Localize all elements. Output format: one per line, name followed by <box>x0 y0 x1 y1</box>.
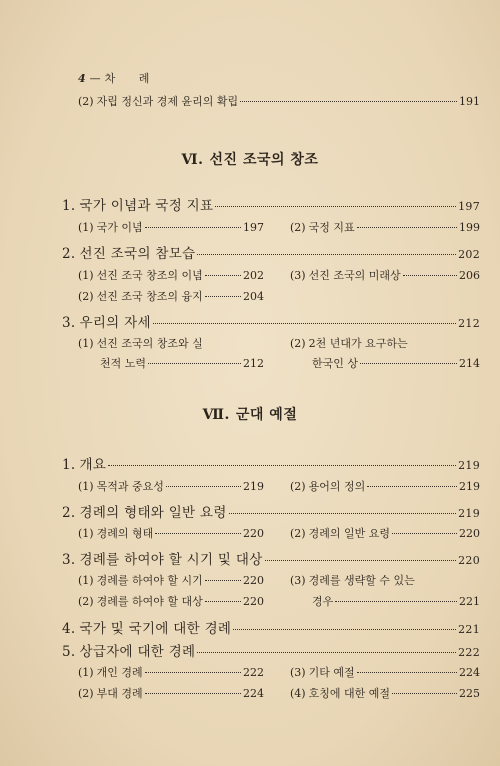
entry-title: 경례를 생략할 수 있는 <box>308 574 415 587</box>
entry-number: (1) <box>78 269 94 282</box>
toc-entry <box>290 525 480 541</box>
chapter-number: 4. <box>62 621 76 637</box>
toc-entry <box>78 478 264 494</box>
entry-page: 220 <box>243 595 264 608</box>
toc-entry <box>290 572 480 588</box>
entry-page: 222 <box>243 666 264 679</box>
chapter-page: 222 <box>458 646 480 659</box>
chapter-number: 2. <box>62 246 76 262</box>
leader-dots <box>153 323 456 324</box>
chapter-title: 경례를 하여야 할 시기 및 대상 <box>79 552 263 568</box>
leader-dots <box>265 560 457 561</box>
entry-title: 선진 조국 창조의 융지 <box>96 290 203 303</box>
leader-dots <box>392 533 457 534</box>
entry-page: 214 <box>459 357 480 370</box>
toc-entry <box>78 572 264 588</box>
toc-chapter <box>62 640 480 660</box>
entry-page: 220 <box>243 574 264 587</box>
entry-title: 부대 경례 <box>96 687 143 700</box>
page-number: 4 <box>78 72 86 85</box>
entry-page: 219 <box>459 480 480 493</box>
toc-entry <box>78 93 480 109</box>
toc-entry <box>78 335 264 351</box>
toc-entry <box>290 664 480 680</box>
chapter-title: 경례의 형태와 일반 요령 <box>79 505 227 521</box>
entry-number: (2) <box>78 687 94 700</box>
leader-dots <box>367 486 457 487</box>
entry-page: 224 <box>459 666 480 679</box>
header-label: 차 례 <box>104 72 160 85</box>
chapter-number: 2. <box>62 505 76 521</box>
chapter-number: 3. <box>62 552 76 568</box>
toc-chapter <box>62 311 480 331</box>
section-title <box>0 149 500 169</box>
entry-title: 호칭에 대한 예절 <box>308 687 390 700</box>
toc-chapter <box>62 548 480 568</box>
entry-title: 경례의 형태 <box>96 527 154 540</box>
entry-number: (2) <box>78 95 94 108</box>
entry-number: (2) <box>290 527 306 540</box>
leader-dots <box>392 693 457 694</box>
toc-entry <box>78 525 264 541</box>
entry-page: 221 <box>459 595 480 608</box>
entry-page: 191 <box>459 95 480 108</box>
entry-title: 목적과 중요성 <box>96 480 164 493</box>
section-numeral: Ⅶ. <box>202 407 230 423</box>
toc-entry <box>290 478 480 494</box>
leader-dots <box>357 672 457 673</box>
entry-number: (1) <box>78 666 94 679</box>
toc-entry <box>78 664 264 680</box>
entry-number: (3) <box>290 269 306 282</box>
toc-entry <box>78 288 264 304</box>
entry-title: 경우 <box>312 595 334 608</box>
entry-page: 220 <box>243 527 264 540</box>
toc-chapter <box>62 617 480 637</box>
entry-number: (2) <box>290 480 306 493</box>
section-name: 선진 조국의 창조 <box>209 152 319 168</box>
toc-chapter <box>62 501 480 521</box>
chapter-page: 212 <box>458 317 480 330</box>
leader-dots <box>205 296 241 297</box>
entry-number: (1) <box>78 574 94 587</box>
leader-dots <box>108 465 456 466</box>
leader-dots <box>215 206 456 207</box>
section-title <box>0 404 500 424</box>
leader-dots <box>205 601 241 602</box>
entry-page: 225 <box>459 687 480 700</box>
chapter-page: 220 <box>458 554 480 567</box>
chapter-page: 219 <box>458 459 480 472</box>
entry-page: 220 <box>459 527 480 540</box>
leader-dots <box>148 363 241 364</box>
leader-dots <box>145 227 241 228</box>
entry-title: 경례를 하여야 할 대상 <box>96 595 203 608</box>
chapter-title: 국가 및 국기에 대한 경례 <box>79 621 232 637</box>
toc-entry <box>78 685 264 701</box>
entry-page: 199 <box>459 221 480 234</box>
leader-dots <box>240 101 457 102</box>
chapter-page: 197 <box>458 200 480 213</box>
leader-dots <box>335 601 457 602</box>
entry-number: (3) <box>290 666 306 679</box>
running-header <box>78 70 159 86</box>
leader-dots <box>360 363 457 364</box>
leader-dots <box>229 513 456 514</box>
chapter-number: 3. <box>62 315 76 331</box>
chapter-page: 219 <box>458 507 480 520</box>
entry-page: 224 <box>243 687 264 700</box>
entry-title: 자립 정신과 경제 윤리의 확립 <box>96 95 239 108</box>
toc-chapter <box>62 453 480 473</box>
entry-title: 용어의 정의 <box>308 480 366 493</box>
chapter-page: 202 <box>458 248 480 261</box>
entry-number: (1) <box>78 527 94 540</box>
entry-title: 2천 년대가 요구하는 <box>308 337 408 350</box>
leader-dots <box>197 652 456 653</box>
leader-dots <box>357 227 457 228</box>
leader-dots <box>205 580 241 581</box>
toc-entry <box>290 219 480 235</box>
toc-entry <box>78 267 264 283</box>
toc-entry <box>290 335 480 351</box>
entry-title: 기타 예절 <box>308 666 355 679</box>
toc-entry <box>290 685 480 701</box>
entry-page: 212 <box>243 357 264 370</box>
entry-page: 219 <box>243 480 264 493</box>
leader-dots <box>403 275 457 276</box>
leader-dots <box>145 672 241 673</box>
entry-number: (2) <box>290 337 306 350</box>
entry-title: 경례의 일반 요령 <box>308 527 390 540</box>
entry-number: (1) <box>78 337 94 350</box>
entry-number: (1) <box>78 221 94 234</box>
entry-page: 206 <box>459 269 480 282</box>
entry-title: 국정 지표 <box>308 221 355 234</box>
entry-number: (2) <box>78 595 94 608</box>
leader-dots <box>145 693 241 694</box>
entry-number: (2) <box>78 290 94 303</box>
leader-dots <box>233 629 456 630</box>
entry-number: (3) <box>290 574 306 587</box>
toc-chapter <box>62 194 480 214</box>
toc-entry <box>78 219 264 235</box>
chapter-title: 상급자에 대한 경례 <box>79 644 196 660</box>
toc-entry-continued <box>312 593 480 609</box>
toc-entry <box>290 267 480 283</box>
entry-title: 선진 조국의 미래상 <box>308 269 401 282</box>
chapter-page: 221 <box>458 623 480 636</box>
chapter-number: 5. <box>62 644 76 660</box>
entry-title: 경례를 하여야 할 시기 <box>96 574 203 587</box>
chapter-title: 개요 <box>79 457 107 473</box>
chapter-number: 1. <box>62 457 76 473</box>
entry-page: 202 <box>243 269 264 282</box>
entry-title: 국가 이념 <box>96 221 143 234</box>
entry-title: 천적 노력 <box>100 357 147 370</box>
entry-title: 개인 경례 <box>96 666 143 679</box>
chapter-title: 국가 이념과 국정 지표 <box>79 198 214 214</box>
leader-dots <box>155 533 241 534</box>
chapter-number: 1. <box>62 198 76 214</box>
toc-entry-continued <box>312 355 480 371</box>
toc-entry <box>78 593 264 609</box>
chapter-title: 우리의 자세 <box>79 315 151 331</box>
entry-page: 197 <box>243 221 264 234</box>
entry-title: 선진 조국의 창조와 실 <box>96 337 203 350</box>
entry-number: (2) <box>290 221 306 234</box>
entry-page: 204 <box>243 290 264 303</box>
toc-entry-continued <box>100 355 264 371</box>
section-name: 군대 예절 <box>235 407 298 423</box>
entry-title: 한국인 상 <box>312 357 359 370</box>
toc-chapter <box>62 242 480 262</box>
section-numeral: Ⅵ. <box>181 152 204 168</box>
header-dash: — <box>89 72 101 85</box>
chapter-title: 선진 조국의 참모습 <box>79 246 196 262</box>
leader-dots <box>205 275 241 276</box>
entry-title: 선진 조국 창조의 이념 <box>96 269 203 282</box>
entry-number: (1) <box>78 480 94 493</box>
entry-number: (4) <box>290 687 306 700</box>
leader-dots <box>197 254 456 255</box>
leader-dots <box>166 486 241 487</box>
